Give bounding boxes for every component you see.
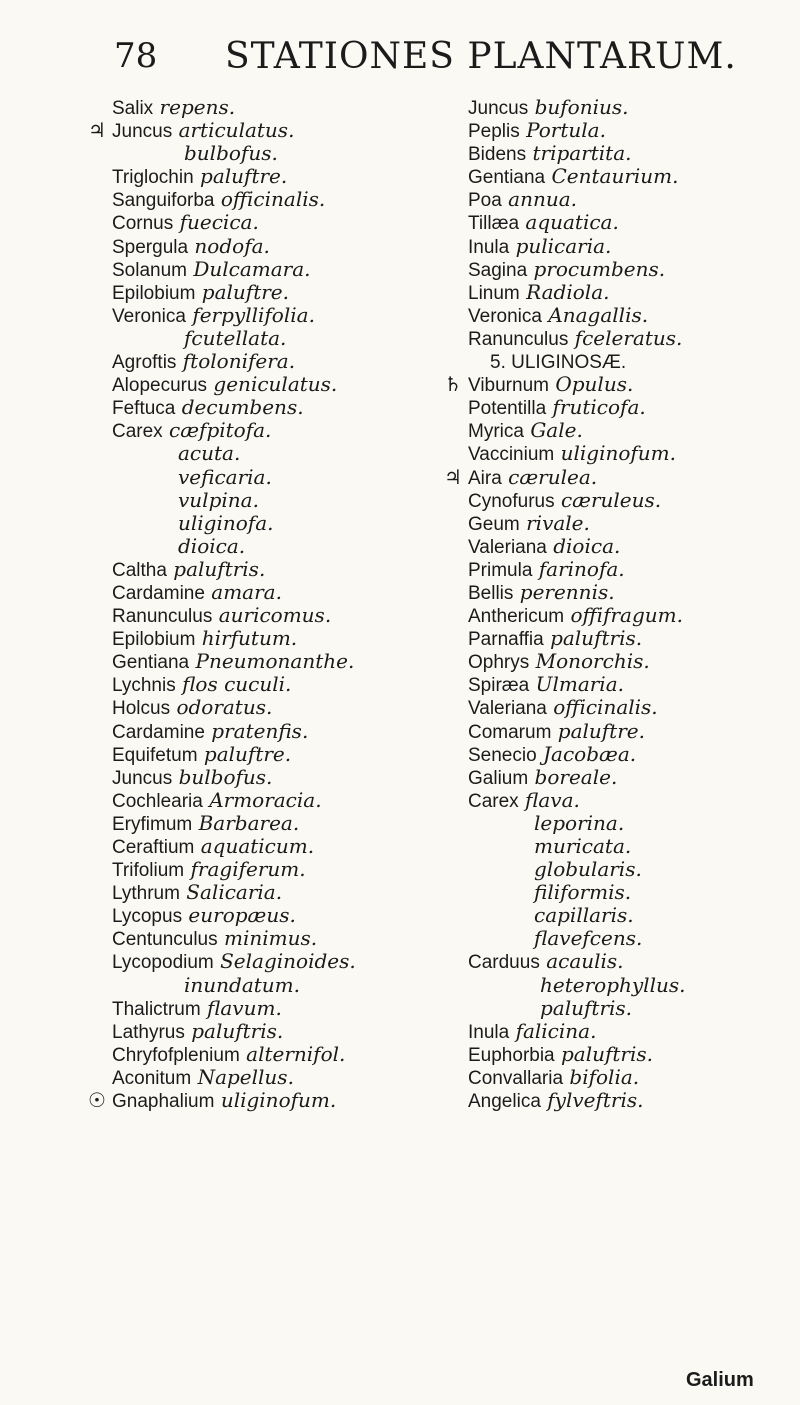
species-name: officinalis.: [553, 695, 658, 720]
plant-entry: [112, 373, 462, 396]
species-name: veficaria.: [178, 464, 272, 489]
genus-name: Convallaria: [468, 1067, 564, 1089]
genus-name: Aconitum: [112, 1067, 192, 1089]
species-name: decumbens.: [181, 395, 304, 420]
genus-name: Viburnum: [468, 375, 549, 397]
genus-name: Salix: [112, 98, 154, 119]
plant-entry: [112, 627, 462, 650]
life-form-symbol: ♃: [444, 464, 462, 489]
species-name: Barbarea.: [198, 810, 300, 835]
genus-name: Angelica: [468, 1091, 541, 1113]
right-column: [444, 95, 798, 1113]
plant-entry: [468, 235, 798, 258]
plant-entry: [468, 489, 798, 512]
genus-name: Gentiana: [468, 167, 546, 189]
species-name: odoratus.: [176, 695, 273, 720]
genus-name: Veronica: [112, 305, 186, 327]
genus-name: Alopecurus: [112, 375, 208, 397]
species-name: officinalis.: [220, 187, 326, 212]
plant-entry: [112, 142, 462, 165]
species-name: paluftris.: [560, 1041, 654, 1066]
genus-name: Euphorbia: [468, 1044, 555, 1066]
plant-entry: [468, 904, 798, 927]
species-name: Ulmaria.: [535, 672, 624, 697]
genus-name: Ranunculus: [112, 606, 213, 628]
page-number: 78: [114, 36, 158, 76]
species-name: Radiola.: [526, 279, 610, 304]
genus-name: Carex: [112, 421, 163, 443]
species-name: Dulcamara.: [193, 256, 311, 281]
species-name: articulatus.: [178, 118, 295, 143]
plant-entry: [468, 997, 798, 1020]
plant-entry: [468, 96, 798, 119]
plant-entry: [468, 1066, 798, 1089]
plant-entry: [468, 258, 798, 281]
genus-name: Galium: [468, 767, 529, 789]
genus-name: Cardamine: [112, 582, 205, 604]
plant-entry: [468, 673, 798, 696]
species-name: bulbofus.: [178, 764, 273, 789]
species-name: paluftre.: [201, 279, 289, 304]
species-name: procumbens.: [533, 256, 666, 281]
species-name: Napellus.: [197, 1064, 294, 1089]
species-name: Selaginoides.: [220, 949, 356, 974]
plant-entry: [468, 119, 798, 142]
plant-entry: [112, 235, 462, 258]
species-name: aquatica.: [525, 210, 619, 235]
plant-entry: [112, 211, 462, 234]
species-name: paluftre.: [200, 164, 288, 189]
plant-entry: [112, 720, 462, 743]
genus-name: Linum: [468, 282, 520, 304]
plant-entry: [468, 211, 798, 234]
plant-entry: [468, 766, 798, 789]
genus-name: Comarum: [468, 721, 552, 743]
species-name: acuta.: [178, 441, 241, 466]
genus-name: Epilobium: [112, 629, 196, 651]
genus-name: Triglochin: [112, 167, 194, 189]
plant-entry: [468, 604, 798, 627]
plant-entry: [112, 1043, 462, 1066]
species-name: rivale.: [526, 510, 590, 535]
plant-entry: [112, 927, 462, 950]
genus-name: Sagina: [468, 259, 528, 281]
genus-name: Cochlearia: [112, 790, 203, 812]
species-name: flavefcens.: [534, 926, 643, 951]
species-name: falicina.: [515, 1018, 597, 1043]
genus-name: Potentilla: [468, 398, 547, 420]
species-name: Centaurium.: [551, 164, 679, 189]
genus-name: Sanguiforba: [112, 190, 215, 212]
plant-entry: [468, 535, 798, 558]
species-name: hirfutum.: [201, 626, 298, 651]
plant-entry: [468, 165, 798, 188]
plant-entry: [468, 696, 798, 719]
plant-entry: [112, 258, 462, 281]
plant-entry: [112, 304, 462, 327]
plant-entry: [88, 118, 462, 143]
species-name: fuecica.: [179, 210, 259, 235]
genus-name: Epilobium: [112, 282, 196, 304]
species-name: filiformis.: [534, 880, 632, 905]
species-name: perennis.: [519, 579, 615, 604]
plant-entry: [468, 835, 798, 858]
plant-entry: [468, 581, 798, 604]
species-name: paluftris.: [173, 556, 266, 581]
genus-name: Carex: [468, 790, 519, 812]
life-form-symbol: ☉: [88, 1088, 106, 1113]
genus-name: Ranunculus: [468, 328, 569, 350]
page-header: [0, 36, 800, 86]
genus-name: Thalictrum: [112, 998, 201, 1020]
genus-name: Lycopus: [112, 906, 183, 928]
species-name: cæruleus.: [560, 487, 662, 512]
species-name: fylveftris.: [547, 1088, 644, 1113]
plant-entry: [468, 304, 798, 327]
species-name: uliginofum.: [220, 1088, 337, 1113]
plant-entry: [112, 743, 462, 766]
plant-entry: [112, 535, 462, 558]
genus-name: Veronica: [468, 305, 542, 327]
plant-entry: [468, 558, 798, 581]
plant-entry: [444, 464, 798, 489]
species-name: Opulus.: [555, 372, 634, 397]
plant-entry: [112, 350, 462, 373]
species-name: Gale.: [530, 418, 583, 443]
species-name: paluftris.: [550, 626, 643, 651]
species-name: uliginofa.: [178, 510, 274, 535]
species-name: fruticofa.: [552, 395, 646, 420]
plant-entry: [112, 327, 462, 350]
plant-entry: [112, 165, 462, 188]
species-name: nodofa.: [194, 233, 270, 258]
species-name: flos cuculi.: [182, 672, 292, 697]
species-name: Portula.: [526, 118, 606, 143]
species-name: uliginofum.: [560, 441, 676, 466]
genus-name: Spergula: [112, 236, 189, 258]
species-name: pulicaria.: [515, 233, 612, 258]
genus-name: Myrica: [468, 421, 524, 443]
plant-entry: [112, 950, 462, 973]
genus-name: Lathyrus: [112, 1021, 185, 1043]
plant-entry: [112, 789, 462, 812]
plant-entry: [88, 1088, 462, 1113]
plant-entry: [112, 512, 462, 535]
species-name: boreale.: [534, 764, 618, 789]
plant-entry: [112, 281, 462, 304]
plant-entry: [468, 858, 798, 881]
plant-entry: [468, 627, 798, 650]
plant-entry: [468, 974, 798, 997]
genus-name: Lycopodium: [112, 952, 214, 974]
plant-entry: [112, 812, 462, 835]
species-name: Armoracia.: [209, 787, 322, 812]
species-name: leporina.: [534, 810, 625, 835]
plant-entry: [112, 997, 462, 1020]
genus-name: Ophrys: [468, 652, 530, 674]
plant-entry: [468, 950, 798, 973]
genus-name: Peplis: [468, 121, 520, 143]
plant-entry: [112, 419, 462, 442]
plant-entry: [112, 673, 462, 696]
plant-entry: [112, 188, 462, 211]
plant-entry: [112, 581, 462, 604]
species-name: tripartita.: [532, 141, 632, 166]
genus-name: Geum: [468, 513, 520, 535]
species-name: dioica.: [553, 533, 621, 558]
species-name: ferpyllifolia.: [192, 302, 315, 327]
plant-entry: [112, 1066, 462, 1089]
genus-name: Lychnis: [112, 675, 176, 697]
species-name: pratenfis.: [211, 718, 309, 743]
genus-name: Centunculus: [112, 929, 218, 951]
species-name: geniculatus.: [213, 372, 338, 397]
genus-name: Valeriana: [468, 536, 547, 558]
species-name: vulpina.: [178, 487, 259, 512]
species-name: Pneumonanthe.: [195, 649, 355, 674]
plant-entry: [468, 650, 798, 673]
species-name: bulbofus.: [184, 141, 278, 166]
genus-name: Gnaphalium: [112, 1091, 215, 1113]
species-name: minimus.: [223, 926, 318, 951]
plant-entry: [468, 396, 798, 419]
genus-name: Inula: [468, 1021, 510, 1043]
genus-name: Juncus: [112, 767, 173, 789]
plant-entry: [112, 558, 462, 581]
genus-name: Tillæa: [468, 213, 520, 235]
plant-entry: [112, 696, 462, 719]
genus-name: Solanum: [112, 259, 187, 281]
genus-name: Aira: [468, 467, 502, 489]
plant-entry: [468, 789, 798, 812]
species-name: cærulea.: [508, 464, 598, 489]
genus-name: Trifolium: [112, 860, 185, 882]
section-title: 5. ULIGINOSÆ.: [490, 352, 627, 374]
plant-entry: [112, 442, 462, 465]
plant-entry: [468, 142, 798, 165]
genus-name: Cardamine: [112, 721, 205, 743]
species-name: Salicaria.: [186, 880, 283, 905]
genus-name: Chryfofplenium: [112, 1044, 240, 1066]
plant-entry: [112, 396, 462, 419]
species-name: capillaris.: [534, 903, 634, 928]
species-name: aquaticum.: [200, 834, 315, 858]
plant-entry: [112, 650, 462, 673]
plant-entry: [468, 927, 798, 950]
species-name: paluftris.: [540, 995, 633, 1020]
species-name: cæfpitofa.: [169, 418, 272, 443]
species-name: paluftre.: [557, 718, 645, 743]
plant-entry: [468, 1089, 798, 1112]
species-name: flavum.: [207, 995, 282, 1020]
plant-entry: [468, 512, 798, 535]
genus-name: Vaccinium: [468, 444, 555, 466]
genus-name: Equifetum: [112, 744, 198, 766]
section-heading: [468, 350, 798, 373]
plant-entry: [468, 881, 798, 904]
genus-name: Spiræa: [468, 675, 530, 697]
genus-name: Lythrum: [112, 883, 180, 905]
species-name: annua.: [508, 187, 578, 212]
plant-entry: [468, 1043, 798, 1066]
genus-name: Eryfimum: [112, 813, 193, 835]
plant-entry: [112, 904, 462, 927]
genus-name: Senecio: [468, 744, 537, 766]
genus-name: Juncus: [468, 98, 529, 119]
species-name: fragiferum.: [190, 857, 306, 882]
species-name: farinofa.: [538, 556, 625, 581]
species-name: paluftre.: [203, 741, 292, 766]
species-name: heterophyllus.: [540, 972, 686, 997]
species-name: Monorchis.: [535, 649, 650, 674]
plant-entry: [468, 327, 798, 350]
genus-name: Parnaffia: [468, 629, 544, 651]
genus-name: Bellis: [468, 582, 514, 604]
genus-name: Primula: [468, 559, 533, 581]
species-name: Jacobæa.: [543, 741, 637, 766]
species-name: bufonius.: [534, 95, 629, 119]
plant-entry: [468, 812, 798, 835]
species-name: inundatum.: [184, 972, 301, 997]
species-name: fcutellata.: [184, 325, 287, 350]
species-name: ftolonifera.: [182, 349, 296, 374]
species-name: paluftris.: [191, 1018, 284, 1043]
life-form-symbol: ♃: [88, 118, 106, 143]
species-name: Anagallis.: [548, 302, 649, 327]
genus-name: Bidens: [468, 144, 527, 166]
species-name: repens.: [159, 95, 236, 119]
plant-entry: [112, 881, 462, 904]
life-form-symbol: ♄: [444, 372, 462, 397]
plant-entry: [468, 1020, 798, 1043]
catchword: Galium: [686, 1369, 754, 1391]
genus-name: Carduus: [468, 952, 540, 974]
plant-entry: [468, 419, 798, 442]
plant-entry: [112, 858, 462, 881]
plant-entry: [468, 720, 798, 743]
species-name: fceleratus.: [574, 325, 683, 350]
genus-name: Anthericum: [468, 606, 565, 628]
plant-entry: [444, 372, 798, 397]
genus-name: Poa: [468, 190, 502, 212]
genus-name: Cynofurus: [468, 490, 555, 512]
species-name: muricata.: [534, 834, 632, 858]
genus-name: Juncus: [112, 121, 173, 143]
species-name: amara.: [211, 579, 282, 604]
genus-name: Feftuca: [112, 398, 176, 420]
genus-name: Cornus: [112, 213, 174, 235]
genus-name: Inula: [468, 236, 510, 258]
species-name: europæus.: [188, 903, 296, 928]
species-name: globularis.: [534, 857, 642, 882]
species-name: auricomus.: [218, 603, 332, 628]
plant-entry: [468, 281, 798, 304]
plant-entry: [112, 489, 462, 512]
species-name: offifragum.: [570, 603, 683, 628]
left-column: [88, 95, 462, 1113]
plant-entry: [468, 743, 798, 766]
plant-entry: [468, 442, 798, 465]
species-name: flava.: [525, 787, 580, 812]
genus-name: Valeriana: [468, 698, 547, 720]
plant-entry: [112, 974, 462, 997]
species-name: acaulis.: [546, 949, 624, 974]
plant-entry: [112, 1020, 462, 1043]
species-name: dioica.: [178, 533, 246, 558]
genus-name: Caltha: [112, 559, 167, 581]
plant-entry: [112, 766, 462, 789]
plant-entry: [112, 604, 462, 627]
plant-entry: [112, 835, 462, 858]
species-name: bifolia.: [569, 1064, 640, 1089]
genus-name: Ceraftium: [112, 837, 195, 858]
species-name: alternifol.: [246, 1041, 346, 1066]
running-head: STATIONES PLANTARUM.: [225, 36, 737, 77]
plant-entry: [112, 466, 462, 489]
genus-name: Gentiana: [112, 652, 190, 674]
plant-entry: [468, 188, 798, 211]
plant-entry: [112, 96, 462, 119]
genus-name: Agroftis: [112, 352, 177, 374]
genus-name: Holcus: [112, 698, 171, 720]
